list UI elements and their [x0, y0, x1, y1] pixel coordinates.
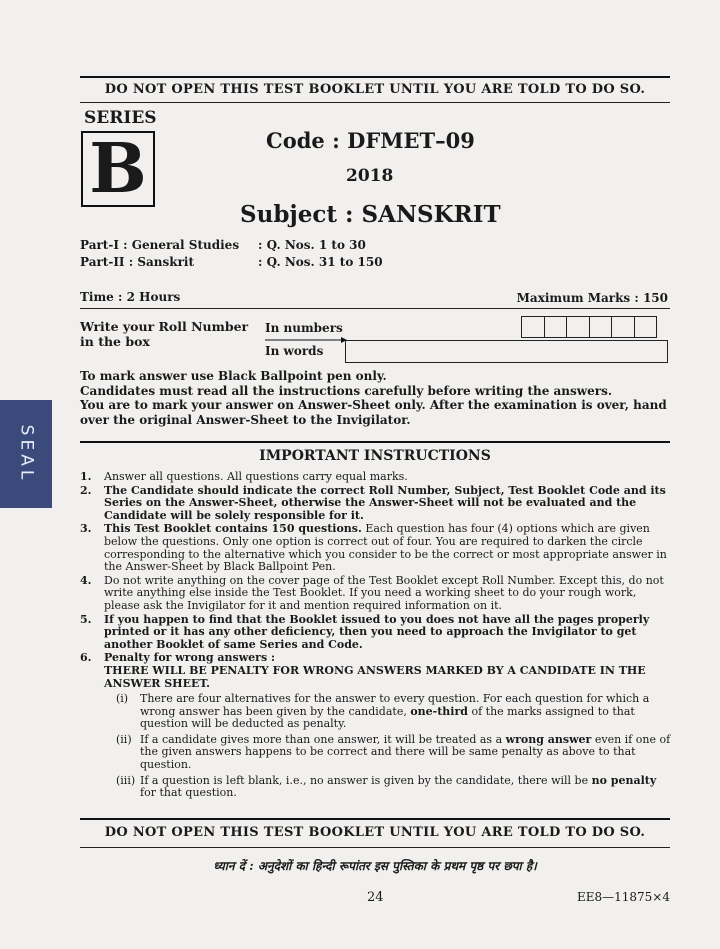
item-number: 6. [80, 651, 92, 665]
general-notes [80, 369, 672, 427]
important-instructions-title: IMPORTANT INSTRUCTIONS [259, 448, 491, 464]
series-label: SERIES [84, 108, 157, 128]
item-number: 4. [80, 573, 92, 587]
item-text: Answer all questions. All questions carry equal marks. [104, 470, 408, 483]
digit-box[interactable] [566, 316, 590, 338]
sub-bold: one-third [410, 704, 468, 718]
sub-item-text [140, 693, 672, 731]
top-rule [80, 76, 670, 78]
item-text: If you happen to find that the Booklet issued to you does not have all the pages properly printed or it has any other deficiency, then you need to approach the Invigilator to get another Booklet of same Series and Code. [104, 612, 650, 651]
footer-code: EE8—11875×4 [576, 890, 670, 904]
seal-tab [0, 400, 52, 508]
series-letter: B [89, 129, 147, 209]
part-name: Part-I : General Studies [80, 238, 240, 252]
item-text [104, 652, 672, 690]
item-text: The Candidate should indicate the correct Roll Number, Subject, Test Booklet Code and its Series on the Answer-Sheet, otherwise the Answer-Sheet will not be evaluated and the Candidate will be solely responsible for it. [104, 483, 666, 522]
sub-post: for that question. [140, 786, 237, 800]
in-numbers-label: In numbers [265, 321, 343, 335]
digit-box[interactable] [589, 316, 613, 338]
roll-number-words-box[interactable] [345, 340, 668, 363]
sub-item-number: (iii) [116, 773, 136, 787]
sub-item-number: (ii) [116, 732, 132, 746]
item-rest-text: Each question has four (4) options which are given below the questions. Only one option is correct out of four. You are required to darken the circle corresponding to the alternative which you consider to be the correct or most appropriate answer in the Answer-Sheet by Black Ballpoint Pen. [104, 522, 667, 574]
penalty-caps: THERE WILL BE PENALTY FOR WRONG ANSWERS MARKED BY A CANDIDATE IN THE ANSWER SHEET. [104, 663, 646, 690]
list-item [80, 614, 672, 652]
sub-pre: If a question is left blank, i.e., no answer is given by the candidate, there will be [140, 773, 592, 787]
part-range: : Q. Nos. 1 to 30 [258, 238, 366, 252]
bottom-rule-top [80, 818, 670, 820]
item-text: Do not write anything on the cover page of the Test Booklet except Roll Number. Except this, do not write anything else inside the Test Booklet. If you need a working sheet to do your rough work, please ask the Invigilator for it and mention required information on it. [104, 573, 664, 612]
list-item [80, 523, 672, 573]
bottom-banner: DO NOT OPEN THIS TEST BOOKLET UNTIL YOU ARE TOLD TO DO SO. [104, 825, 646, 840]
sub-pre: If a candidate gives more than one answer, it will be treated as a [140, 732, 506, 746]
banner-rule [80, 102, 670, 103]
note-line: To mark answer use Black Ballpoint pen only. [80, 369, 387, 383]
series-box [81, 131, 155, 207]
sub-item-text [140, 775, 672, 800]
item-number: 2. [80, 483, 92, 497]
item-number: 3. [80, 522, 92, 536]
sub-post: even if one of the given answers happens to be correct and there will be same penalty as above to that question. [140, 732, 671, 772]
note-line: Candidates must read all the instructions carefully before writing the answers. [80, 383, 613, 398]
page-number: 24 [367, 890, 384, 905]
item-number: 5. [80, 612, 92, 626]
parts-list [80, 237, 383, 271]
item-bold-text: This Test Booklet contains 150 questions. [104, 522, 362, 536]
note-line: You are to mark your answer on Answer-Sheet only. After the examination is over, hand over the original Answer-Sheet to the Invigilator. [80, 398, 667, 427]
instructions-list [80, 471, 672, 802]
booklet-code: Code : DFMET–09 [266, 128, 475, 153]
seal-label: SEAL [16, 424, 37, 484]
part-row [80, 254, 383, 271]
penalty-title: Penalty for wrong answers : [104, 651, 276, 665]
top-banner: DO NOT OPEN THIS TEST BOOKLET UNTIL YOU ARE TOLD TO DO SO. [104, 82, 646, 97]
arrow-right-icon [265, 331, 347, 343]
sub-item-text [140, 734, 672, 772]
list-item [80, 575, 672, 613]
subject-title: Subject : SANSKRIT [240, 201, 501, 228]
time-rule [80, 308, 670, 309]
item-number: 1. [80, 470, 92, 483]
sub-bold: wrong answer [505, 732, 592, 746]
in-words-label: In words [265, 344, 324, 358]
digit-box[interactable] [521, 316, 545, 338]
item-text [104, 523, 672, 573]
time-allowed: Time : 2 Hours [80, 290, 181, 304]
sub-item-number: (i) [116, 692, 129, 706]
part-row [80, 237, 383, 254]
bottom-rule [80, 847, 670, 848]
sub-post: of the marks assigned to that question will be deducted as penalty. [140, 704, 635, 731]
sub-pre: There are four alternatives for the answer to every question. For each question for which a wrong answer has been given by the candidate, [140, 692, 650, 718]
list-item [80, 652, 672, 690]
sub-item [116, 775, 672, 800]
exam-year: 2018 [346, 166, 394, 186]
roll-number-label: Write your Roll Number in the box [80, 319, 249, 349]
part-name: Part-II : Sanskrit [80, 255, 194, 269]
instructions-rule [80, 441, 670, 443]
digit-box[interactable] [611, 316, 635, 338]
digit-box[interactable] [544, 316, 568, 338]
list-item [80, 485, 672, 523]
list-item [80, 471, 672, 484]
digit-box[interactable] [634, 316, 658, 338]
hindi-note: ध्यान दें : अनुदेशों का हिन्दी रूपांतर इस पुस्तिका के प्रथम पृष्ठ पर छपा है। [213, 859, 537, 873]
part-range: : Q. Nos. 31 to 150 [258, 255, 383, 269]
sub-item [116, 693, 672, 731]
sub-item [116, 734, 672, 772]
sub-bold: no penalty [591, 773, 657, 787]
maximum-marks: Maximum Marks : 150 [516, 291, 668, 305]
roll-number-digit-boxes[interactable] [521, 316, 656, 338]
